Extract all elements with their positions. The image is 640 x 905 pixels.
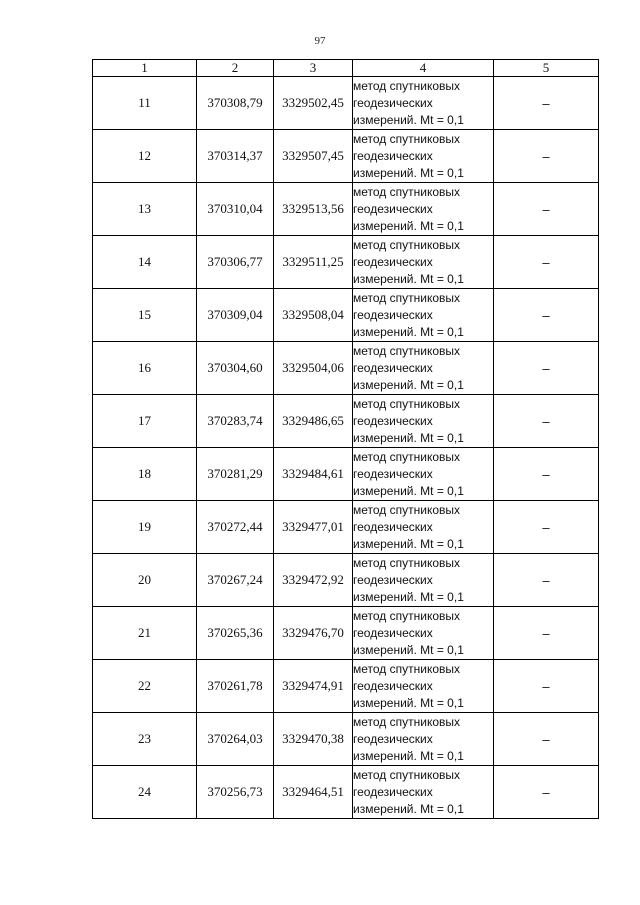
x-coordinate-cell: 370267,24 (197, 554, 274, 607)
note-cell: – (494, 77, 599, 130)
y-coordinate-cell: 3329476,70 (274, 607, 353, 660)
y-coordinate-cell: 3329507,45 (274, 130, 353, 183)
x-coordinate-cell: 370309,04 (197, 289, 274, 342)
method-cell: метод спутниковых геодезических измерений. Mt = 0,1 (353, 448, 494, 501)
table-row (93, 289, 599, 342)
page-number: 97 (314, 35, 326, 47)
method-cell: метод спутниковых геодезических измерений. Mt = 0,1 (353, 342, 494, 395)
table-row (93, 183, 599, 236)
x-coordinate-cell: 370281,29 (197, 448, 274, 501)
note-cell: – (494, 660, 599, 713)
header-cell-4: 4 (353, 60, 494, 77)
y-coordinate-cell: 3329477,01 (274, 501, 353, 554)
y-coordinate-cell: 3329464,51 (274, 766, 353, 819)
header-row (93, 60, 599, 77)
note-cell: – (494, 448, 599, 501)
point-number-cell: 15 (93, 289, 197, 342)
method-cell: метод спутниковых геодезических измерений. Mt = 0,1 (353, 554, 494, 607)
x-coordinate-cell: 370261,78 (197, 660, 274, 713)
point-number-cell: 14 (93, 236, 197, 289)
header-cell-2: 2 (197, 60, 274, 77)
table-row (93, 395, 599, 448)
note-cell: – (494, 607, 599, 660)
method-cell: метод спутниковых геодезических измерений. Mt = 0,1 (353, 607, 494, 660)
coordinates-table (92, 59, 599, 819)
table-row (93, 448, 599, 501)
y-coordinate-cell: 3329472,92 (274, 554, 353, 607)
note-cell: – (494, 766, 599, 819)
x-coordinate-cell: 370310,04 (197, 183, 274, 236)
point-number-cell: 16 (93, 342, 197, 395)
method-cell: метод спутниковых геодезических измерений. Mt = 0,1 (353, 77, 494, 130)
point-number-cell: 20 (93, 554, 197, 607)
table-row (93, 554, 599, 607)
x-coordinate-cell: 370265,36 (197, 607, 274, 660)
y-coordinate-cell: 3329504,06 (274, 342, 353, 395)
note-cell: – (494, 289, 599, 342)
x-coordinate-cell: 370304,60 (197, 342, 274, 395)
method-cell: метод спутниковых геодезических измерений. Mt = 0,1 (353, 713, 494, 766)
method-cell: метод спутниковых геодезических измерений. Mt = 0,1 (353, 660, 494, 713)
x-coordinate-cell: 370272,44 (197, 501, 274, 554)
point-number-cell: 18 (93, 448, 197, 501)
x-coordinate-cell: 370314,37 (197, 130, 274, 183)
x-coordinate-cell: 370308,79 (197, 77, 274, 130)
method-cell: метод спутниковых геодезических измерений. Mt = 0,1 (353, 236, 494, 289)
table-row (93, 236, 599, 289)
x-coordinate-cell: 370306,77 (197, 236, 274, 289)
note-cell: – (494, 501, 599, 554)
x-coordinate-cell: 370264,03 (197, 713, 274, 766)
method-cell: метод спутниковых геодезических измерений. Mt = 0,1 (353, 183, 494, 236)
table-row (93, 766, 599, 819)
y-coordinate-cell: 3329474,91 (274, 660, 353, 713)
method-cell: метод спутниковых геодезических измерений. Mt = 0,1 (353, 501, 494, 554)
y-coordinate-cell: 3329486,65 (274, 395, 353, 448)
point-number-cell: 21 (93, 607, 197, 660)
x-coordinate-cell: 370256,73 (197, 766, 274, 819)
point-number-cell: 22 (93, 660, 197, 713)
table-row (93, 501, 599, 554)
point-number-cell: 13 (93, 183, 197, 236)
header-cell-5: 5 (494, 60, 599, 77)
table-row (93, 607, 599, 660)
x-coordinate-cell: 370283,74 (197, 395, 274, 448)
note-cell: – (494, 713, 599, 766)
note-cell: – (494, 236, 599, 289)
y-coordinate-cell: 3329484,61 (274, 448, 353, 501)
note-cell: – (494, 183, 599, 236)
y-coordinate-cell: 3329513,56 (274, 183, 353, 236)
y-coordinate-cell: 3329502,45 (274, 77, 353, 130)
header-cell-3: 3 (274, 60, 353, 77)
header-cell-1: 1 (93, 60, 197, 77)
method-cell: метод спутниковых геодезических измерений. Mt = 0,1 (353, 395, 494, 448)
point-number-cell: 11 (93, 77, 197, 130)
point-number-cell: 12 (93, 130, 197, 183)
table-row (93, 660, 599, 713)
y-coordinate-cell: 3329470,38 (274, 713, 353, 766)
point-number-cell: 24 (93, 766, 197, 819)
table-row (93, 342, 599, 395)
method-cell: метод спутниковых геодезических измерений. Mt = 0,1 (353, 289, 494, 342)
y-coordinate-cell: 3329511,25 (274, 236, 353, 289)
note-cell: – (494, 554, 599, 607)
method-cell: метод спутниковых геодезических измерений. Mt = 0,1 (353, 766, 494, 819)
table-row (93, 130, 599, 183)
point-number-cell: 17 (93, 395, 197, 448)
point-number-cell: 19 (93, 501, 197, 554)
table-row (93, 77, 599, 130)
method-cell: метод спутниковых геодезических измерений. Mt = 0,1 (353, 130, 494, 183)
point-number-cell: 23 (93, 713, 197, 766)
table-body (93, 77, 599, 819)
note-cell: – (494, 342, 599, 395)
note-cell: – (494, 130, 599, 183)
table-row (93, 713, 599, 766)
note-cell: – (494, 395, 599, 448)
y-coordinate-cell: 3329508,04 (274, 289, 353, 342)
